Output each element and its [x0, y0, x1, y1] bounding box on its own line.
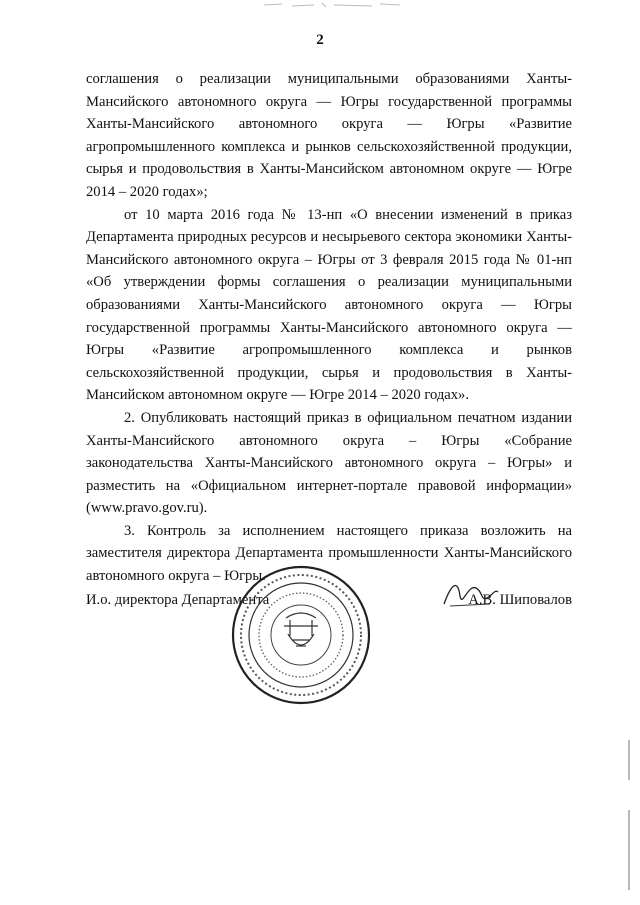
scan-edge-mark [626, 740, 632, 890]
signatory-name: А.В. Шиповалов [468, 592, 572, 608]
page-number: 2 [316, 32, 324, 48]
official-seal-icon [226, 560, 376, 710]
paragraph-order-amendment: от 10 марта 2016 года № 13-нп «О внесении изменений в приказ Департамента природных ресурсов и несырьевого сектора экономики Ханты-Мансийского автономного округа – Югры от 3 февраля 2015 года № 01-нп «Об утверждении формы соглашения о реализации муниципальными образованиями Ханты-Мансийского автономного округа — Югры государственной программы Ханты-Мансийского автономного округа — Югры «Развитие агропромышленного комплекса и рынков сельскохозяйственной продукции, сырья и продовольствия в Ханты-Мансийском автономном округе — Югре 2014 – 2020 годах». [86, 206, 572, 404]
document-body [86, 68, 572, 588]
paragraph-publish: 2. Опубликовать настоящий приказ в официальном печатном издании Ханты-Мансийского автономного округа – Югры «Собрание законодательства Ханты-Мансийского автономного округа – Югры» и разместить на «Официальном интернет-портале правовой информации» (www.pravo.gov.ru). [86, 409, 572, 517]
paragraph-control: 3. Контроль за исполнением настоящего приказа возложить на заместителя директора Департамента промышленности Ханты-Мансийского автономного округа – Югры. [86, 522, 572, 585]
scan-noise-top [262, 0, 402, 10]
paragraph-agreement-end: соглашения о реализации муниципальными образованиями Ханты-Мансийского автономного округа — Югры государственной программы Ханты-Мансийского автономного округа — Югры «Развитие агропромышленного комплекса и рынков сельскохозяйственной продукции, сырья и продовольствия в Ханты-Мансийском автономном округе — Югре 2014 – 2020 годах»; [86, 71, 572, 200]
signatory-title: И.о. директора Департамента [86, 592, 270, 608]
handwritten-signature [440, 574, 500, 614]
